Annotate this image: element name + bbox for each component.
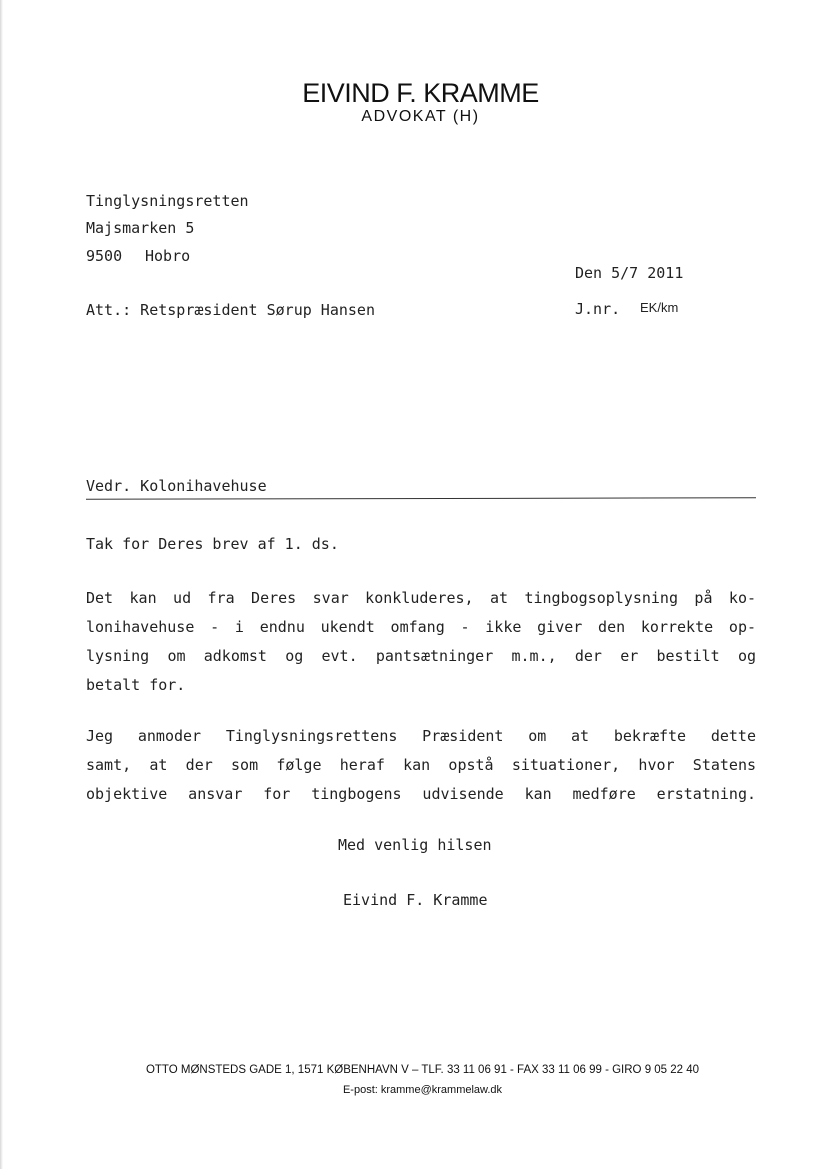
recipient-city: Hobro [145, 247, 191, 265]
recipient-line-1: Tinglysningsretten [86, 192, 249, 210]
footer-address: OTTO MØNSTEDS GADE 1, 1571 KØBENHAVN V – TLF. 33 11 06 91 - FAX 33 11 06 99 - GIRO 9 05 22 40 [145, 1064, 700, 1076]
letterhead-name: EIVIND F. KRAMME [302, 78, 539, 108]
closing-signature: Eivind F. Kramme [343, 891, 488, 909]
subject-rule [86, 497, 756, 499]
recipient-attention: Att.: Retspræsident Sørup Hansen [86, 301, 375, 319]
paragraph-line: Det kan ud fra Deres svar konkluderes, at tingbogsoplysning på ko- [86, 589, 756, 607]
page-edge-shadow [0, 0, 3, 1169]
subject-line: Vedr. Kolonihavehuse [86, 477, 267, 495]
footer-email: E-post: kramme@krammelaw.dk [342, 1084, 503, 1096]
paragraph-line: objektive ansvar for tingbogens udvisende kan medføre erstatning. [86, 785, 756, 803]
closing-greeting: Med venlig hilsen [338, 836, 492, 854]
paragraph-line: Jeg anmoder Tinglysningsrettens Præsident om at bekræfte dette [86, 727, 756, 745]
body-paragraph-2 [86, 584, 756, 700]
paragraph-line: lonihavehuse - i endnu ukendt omfang - ikke giver den korrekte op- [86, 618, 756, 636]
letterhead-title: ADVOKAT (H) [361, 108, 480, 125]
recipient-line-2: Majsmarken 5 [86, 219, 195, 237]
paragraph-line: betalt for. [86, 676, 186, 694]
letter-date: Den 5/7 2011 [575, 264, 684, 282]
recipient-postal-code: 9500 [86, 247, 123, 265]
body-paragraph-3 [86, 722, 756, 809]
paragraph-line: samt, at der som følge heraf kan opstå situationer, hvor Statens [86, 756, 756, 774]
journal-value: EK/km [640, 300, 679, 315]
journal-label: J.nr. [575, 300, 621, 318]
body-paragraph-1: Tak for Deres brev af 1. ds. [86, 535, 339, 553]
paragraph-line: lysning om adkomst og evt. pantsætninger m.m., der er bestilt og [86, 647, 756, 665]
